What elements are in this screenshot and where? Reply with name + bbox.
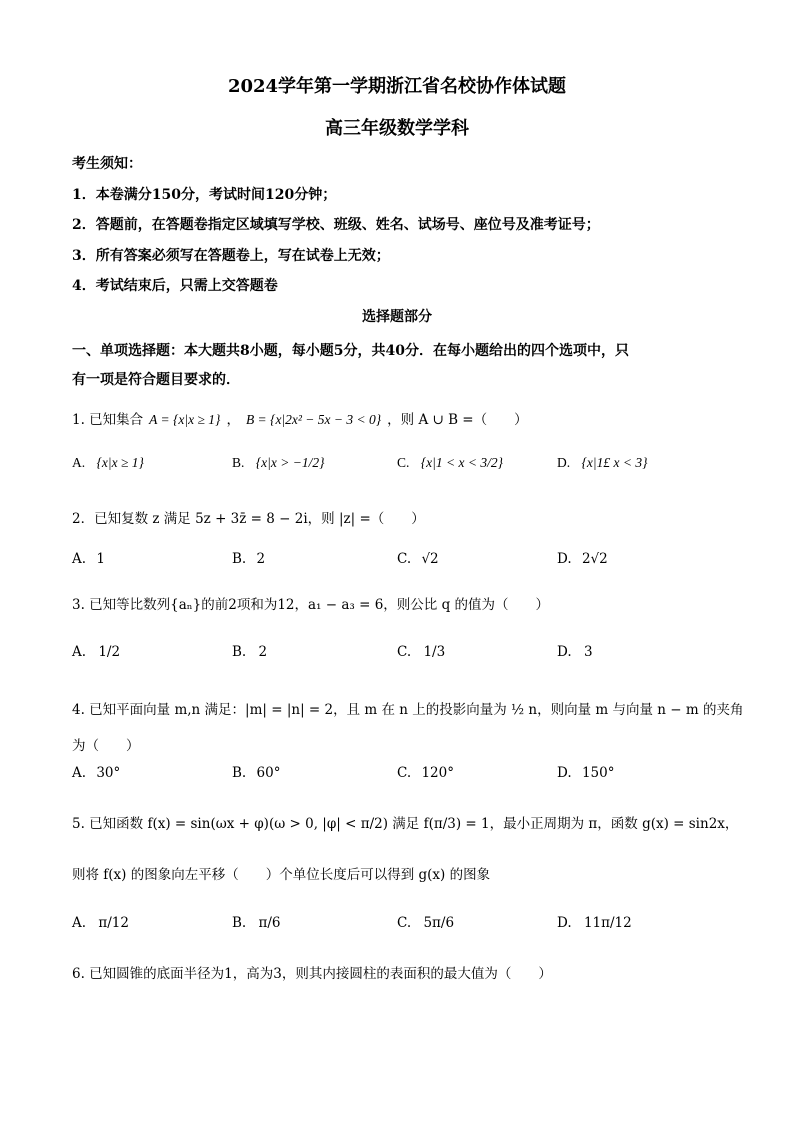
question-1-option-a-text: {x|x ≥ 1} bbox=[96, 455, 144, 470]
question-5-option-b[interactable]: B. π/6 bbox=[232, 915, 281, 931]
question-4-stem-line2: 为（ ） bbox=[72, 738, 140, 754]
question-3-option-c-text: 1/3 bbox=[423, 644, 446, 660]
question-4-option-c-text: 120° bbox=[421, 765, 454, 781]
question-5-option-c[interactable]: C. 5π/6 bbox=[397, 915, 455, 931]
question-1-option-d-text: {x|1£ x < 3} bbox=[581, 455, 648, 470]
question-3-option-d-text: 3 bbox=[583, 644, 593, 660]
question-4-option-b[interactable]: B. 60° bbox=[232, 765, 281, 781]
question-3-option-a-text: 1/2 bbox=[98, 644, 121, 660]
question-2-option-c-text: √2 bbox=[421, 551, 439, 567]
section-instruction-line2: 有一项是符合题目要求的． bbox=[72, 372, 240, 388]
question-2-option-c[interactable]: C. √2 bbox=[397, 551, 439, 567]
notice-item-3: 3．所有答案必须写在答题卷上，写在试卷上无效； bbox=[72, 248, 390, 264]
question-1-option-b[interactable]: B. {x|x > −1/2} bbox=[232, 455, 325, 470]
notice-item-1: 1．本卷满分150分，考试时间120分钟； bbox=[72, 187, 337, 203]
question-1-stem: 1. 已知集合 A = {x|x ≥ 1} ， B = {x|2x² − 5x − 3 < 0} ，则 A ∪ B =（ ） bbox=[72, 412, 528, 428]
question-1-set-a: A = {x|x ≥ 1} bbox=[149, 412, 221, 427]
question-3-stem: 3. 已知等比数列{aₙ}的前2项和为12，a₁ − a₃ = 6，则公比 q 的值为（ ） bbox=[72, 597, 550, 613]
question-1-option-a[interactable]: A. {x|x ≥ 1} bbox=[72, 455, 144, 470]
question-2-option-b-text: 2 bbox=[256, 551, 266, 567]
question-2-option-b[interactable]: B. 2 bbox=[232, 551, 266, 567]
question-2-option-a-text: 1 bbox=[96, 551, 105, 567]
question-1-option-b-text: {x|x > −1/2} bbox=[255, 455, 325, 470]
notice-item-4: 4．考试结束后，只需上交答题卷 bbox=[72, 278, 278, 294]
question-5-option-d[interactable]: D. 11π/12 bbox=[557, 915, 632, 931]
question-4-option-d-text: 150° bbox=[581, 765, 615, 781]
question-1-set-b: B = {x|2x² − 5x − 3 < 0} bbox=[245, 412, 382, 427]
question-4-option-b-text: 60° bbox=[256, 765, 281, 781]
question-6-stem: 6. 已知圆锥的底面半径为1，高为3，则其内接圆柱的表面积的最大值为（ ） bbox=[72, 966, 552, 982]
question-5-option-d-text: 11π/12 bbox=[583, 915, 632, 931]
section-title: 选择题部分 bbox=[362, 309, 432, 325]
question-2-stem: 2．已知复数 z 满足 5z + 3z̄ = 8 − 2i，则 |z| =（ ） bbox=[72, 511, 425, 527]
question-4-option-c[interactable]: C. 120° bbox=[397, 765, 454, 781]
question-1-option-c[interactable]: C. {x|1 < x < 3/2} bbox=[397, 455, 503, 470]
question-4-option-a-text: 30° bbox=[96, 765, 121, 781]
question-4-stem-line1: 4. 已知平面向量 m,n 满足：|m| = |n| = 2，且 m 在 n 上的投影向量为 ½ n，则向量 m 与向量 n − m 的夹角 bbox=[72, 702, 744, 718]
question-1-option-d[interactable]: D. {x|1£ x < 3} bbox=[557, 455, 648, 470]
question-2-option-d-text: 2√2 bbox=[581, 551, 608, 567]
question-5-option-c-text: 5π/6 bbox=[423, 915, 455, 931]
question-4-option-a[interactable]: A. 30° bbox=[72, 765, 121, 781]
question-3-option-b-text: 2 bbox=[258, 644, 268, 660]
question-3-option-c[interactable]: C. 1/3 bbox=[397, 644, 446, 660]
exam-subtitle: 高三年级数学学科 bbox=[325, 118, 469, 139]
question-3-option-a[interactable]: A. 1/2 bbox=[72, 644, 121, 660]
question-5-stem-line2: 则将 f(x) 的图象向左平移（ ）个单位长度后可以得到 g(x) 的图象 bbox=[72, 867, 491, 883]
question-4-option-d[interactable]: D. 150° bbox=[557, 765, 615, 781]
exam-title: 2024学年第一学期浙江省名校协作体试题 bbox=[227, 76, 567, 97]
question-5-option-b-text: π/6 bbox=[258, 915, 281, 931]
question-3-option-b[interactable]: B. 2 bbox=[232, 644, 268, 660]
question-5-option-a-text: π/12 bbox=[98, 915, 129, 931]
question-2-option-d[interactable]: D. 2√2 bbox=[557, 551, 608, 567]
question-1-tail: ，则 A ∪ B =（ ） bbox=[387, 412, 528, 428]
question-1-lead: 1. 已知集合 bbox=[72, 412, 144, 428]
question-5-stem-line1: 5. 已知函数 f(x) = sin(ωx + φ)(ω > 0, |φ| < π/2) 满足 f(π/3) = 1，最小正周期为 π，函数 g(x) = sin2x， bbox=[72, 816, 739, 832]
section-instruction-line1: 一、单项选择题：本大题共8小题，每小题5分，共40分．在每小题给出的四个选项中，只 bbox=[72, 343, 629, 359]
question-2-option-a[interactable]: A. 1 bbox=[72, 551, 105, 567]
question-1-option-c-text: {x|1 < x < 3/2} bbox=[420, 455, 503, 470]
question-3-option-d[interactable]: D. 3 bbox=[557, 644, 593, 660]
question-5-option-a[interactable]: A. π/12 bbox=[72, 915, 129, 931]
notice-item-2: 2．答题前，在答题卷指定区域填写学校、班级、姓名、试场号、座位号及准考证号； bbox=[72, 217, 600, 233]
notice-heading: 考生须知： bbox=[72, 156, 142, 172]
